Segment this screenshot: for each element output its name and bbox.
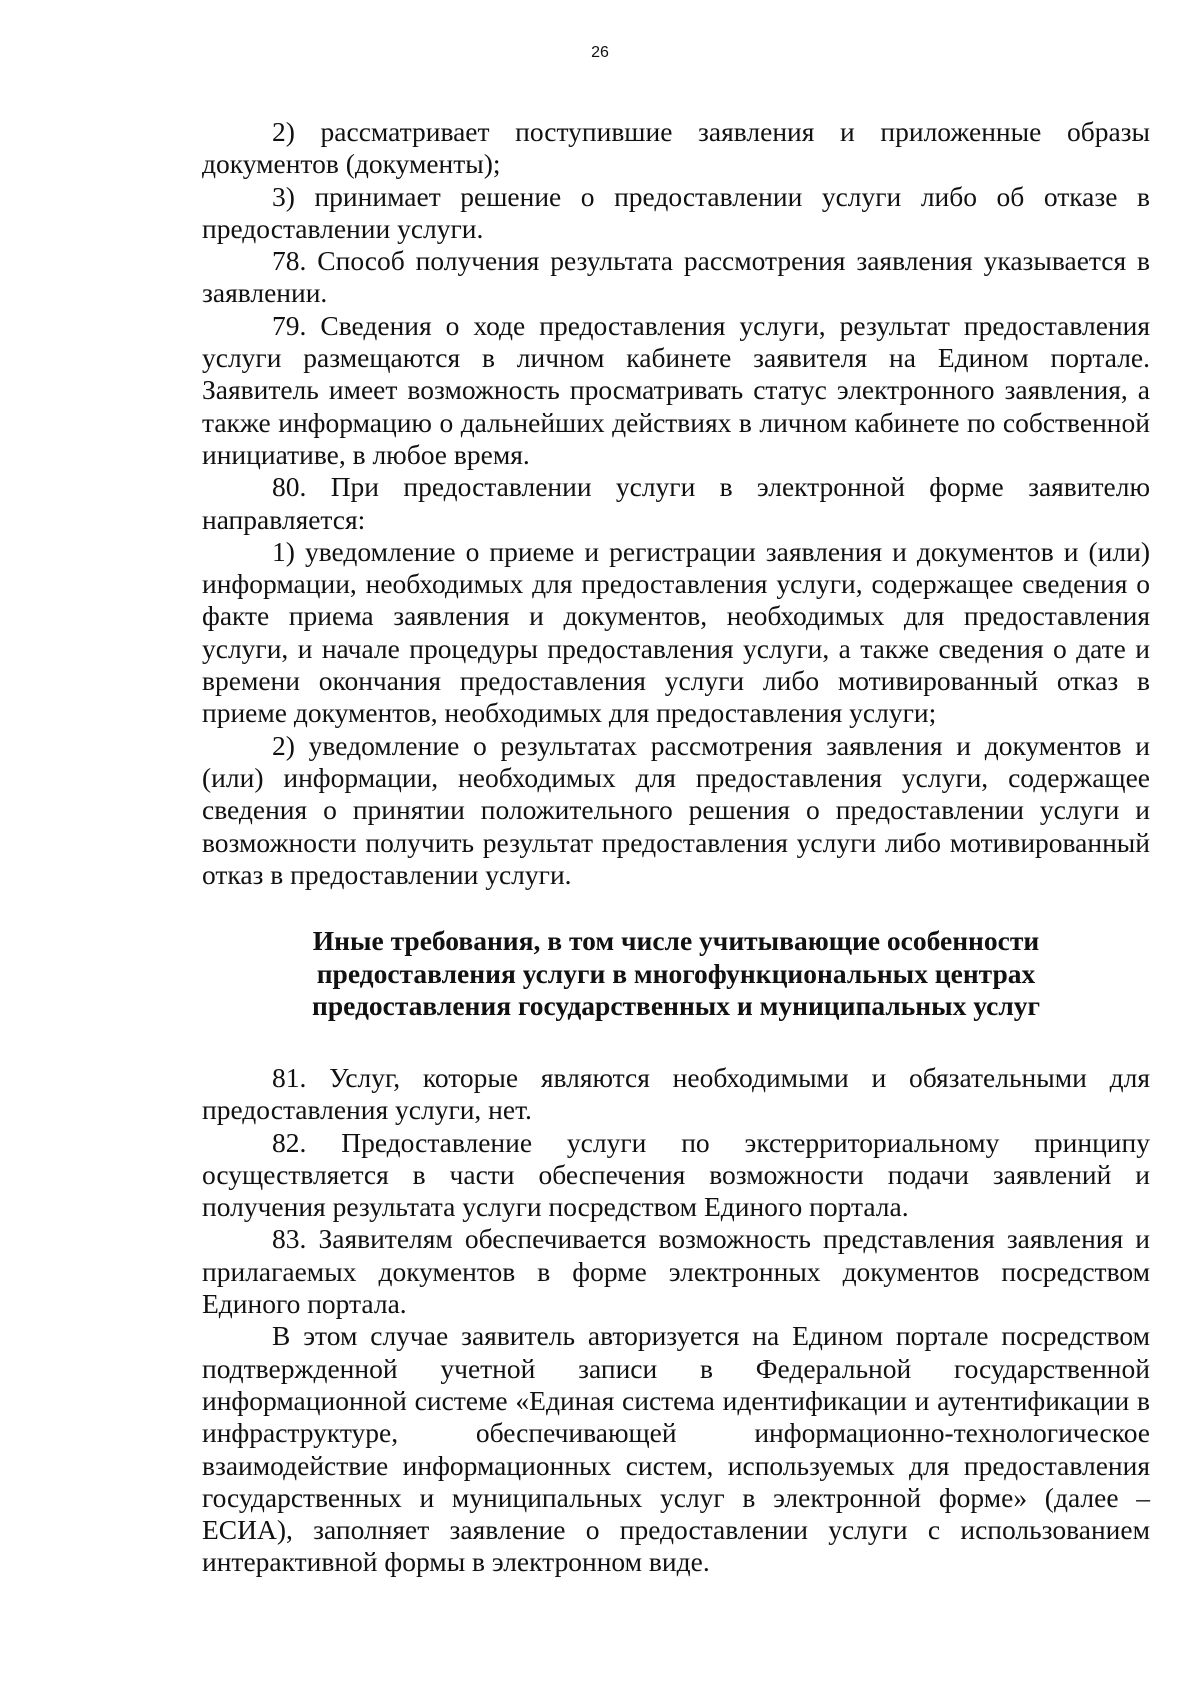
section-heading: [202, 925, 1150, 1023]
paragraph-83: 83. Заявителям обеспечивается возможность представления заявления и прилагаемых документов в форме электронных документов посредством Единого портала.: [202, 1223, 1150, 1320]
heading-line-2: предоставления услуги в многофункциональных центрах: [316, 957, 1036, 989]
paragraph-esia: В этом случае заявитель авторизуется на Едином портале посредством подтвержденной учетной записи в Федеральной государственной информационной системе «Единая система идентификации и аутентификации в инфраструктуре, обеспечивающей информационно-технологическое взаимодействие информационных систем, используемых для предоставления государственных и муниципальных услуг в электронной форме» (далее – ЕСИА), заполняет заявление о предоставлении услуги с использованием интерактивной формы в электронном виде.: [202, 1320, 1150, 1578]
paragraph-80-item-1: 1) уведомление о приеме и регистрации заявления и документов и (или) информации, необходимых для предоставления услуги, содержащее сведения о факте приема заявления и документов, необходимых для предоставления услуги, и начале процедуры предоставления услуги, а также сведения о дате и времени окончания предоставления услуги либо мотивированный отказ в приеме документов, необходимых для предоставления услуги;: [202, 535, 1150, 729]
paragraph-81: 81. Услуг, которые являются необходимыми и обязательными для предоставления услуги, нет.: [202, 1062, 1150, 1126]
paragraph-item-3: 3) принимает решение о предоставлении услуги либо об отказе в предоставлении услуги.: [202, 180, 1150, 244]
paragraph-79: 79. Сведения о ходе предоставления услуги, результат предоставления услуги размещаются в личном кабинете заявителя на Едином портале. Заявитель имеет возможность просматривать статус электронного заявления, а также информацию о дальнейших действиях в личном кабинете по собственной инициативе, в любое время.: [202, 309, 1150, 470]
paragraph-78: 78. Способ получения результата рассмотрения заявления указывается в заявлении.: [202, 245, 1150, 309]
heading-line-3: предоставления государственных и муниципальных услуг: [311, 990, 1041, 1021]
paragraph-80: 80. При предоставлении услуги в электронной форме заявителю направляется:: [202, 471, 1150, 535]
paragraph-item-2: 2) рассматривает поступившие заявления и приложенные образы документов (документы);: [202, 116, 1150, 180]
page-number: 26: [591, 44, 609, 61]
heading-line-1: Иные требования, в том числе учитывающие особенности: [312, 925, 1040, 956]
paragraph-80-item-2: 2) уведомление о результатах рассмотрения заявления и документов и (или) информации, необходимых для предоставления услуги, содержащее сведения о принятии положительного решения о предоставлении услуги и возможности получить результат предоставления услуги либо мотивированный отказ в предоставлении услуги.: [202, 729, 1150, 890]
body-text-bottom: [202, 1062, 1150, 1579]
paragraph-82: 82. Предоставление услуги по экстерриториальному принципу осуществляется в части обеспечения возможности подачи заявлений и получения результата услуги посредством Единого портала.: [202, 1126, 1150, 1223]
body-text-top: [202, 116, 1150, 891]
